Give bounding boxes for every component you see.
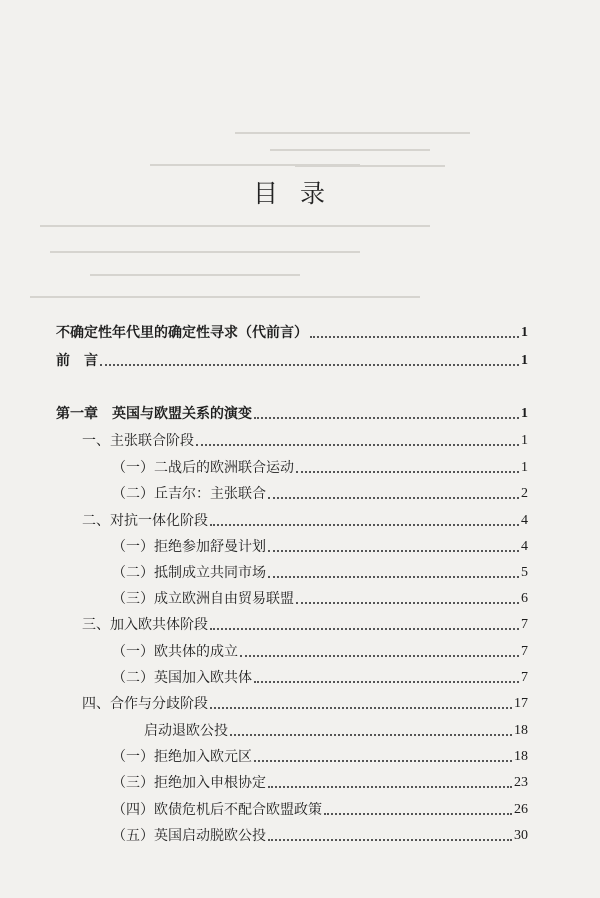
toc-page-number: 23 (514, 775, 528, 790)
toc-page-number: 1 (521, 460, 528, 475)
toc-entry-subsection[interactable] (112, 826, 528, 846)
toc-entry-section[interactable] (82, 694, 528, 714)
toc-entry-subsection[interactable] (112, 537, 528, 557)
leader-dots (210, 514, 519, 526)
toc-entry-label: （一）拒绝参加舒曼计划 (112, 539, 266, 555)
chapter-title: 英国与欧盟关系的演变 (112, 406, 252, 422)
leader-dots (210, 697, 512, 709)
chapter-number: 第一章 (56, 406, 98, 422)
toc-entry-subsection[interactable] (112, 484, 528, 504)
leader-dots (268, 540, 519, 552)
toc-entry-label: （五）英国启动脱欧公投 (112, 828, 266, 844)
toc-entry-subsection[interactable] (112, 800, 528, 820)
toc-entry-label: （二）丘吉尔：主张联合 (112, 486, 266, 502)
leader-dots (268, 487, 519, 499)
toc-page-number: 7 (521, 670, 528, 685)
leader-dots (240, 645, 519, 657)
toc-entry-label: （三）成立欧洲自由贸易联盟 (112, 591, 294, 607)
leader-dots (196, 434, 519, 446)
leader-dots (268, 566, 519, 578)
toc-page-number: 7 (521, 617, 528, 632)
page-title: 目录 (252, 179, 347, 208)
toc-entry-subsection[interactable] (112, 747, 528, 767)
toc-page-number: 26 (514, 802, 528, 817)
toc-entry-label: 一、主张联合阶段 (82, 433, 194, 449)
toc-entry-label: （二）英国加入欧共体 (112, 670, 252, 686)
leader-dots (254, 407, 519, 419)
toc-page-number: 5 (521, 565, 528, 580)
leader-dots (100, 354, 519, 366)
leader-dots (254, 671, 519, 683)
leader-dots (296, 592, 519, 604)
toc-page-number: 4 (521, 513, 528, 528)
toc-entry-label: 前 言 (56, 353, 98, 369)
toc-page-number: 17 (514, 696, 528, 711)
toc-entry-label: （一）欧共体的成立 (112, 644, 238, 660)
toc-entry-subsection[interactable] (112, 458, 528, 478)
leader-dots (268, 829, 512, 841)
toc-page-number: 1 (521, 406, 528, 421)
leader-dots (296, 461, 519, 473)
toc-page-number: 2 (521, 486, 528, 501)
toc-entry-section[interactable] (82, 615, 528, 635)
toc-entry-section[interactable] (82, 431, 528, 451)
toc-entry-subsection[interactable] (144, 721, 528, 741)
leader-dots (268, 776, 512, 788)
toc-entry-label: （三）拒绝加入申根协定 (112, 775, 266, 791)
toc-entry-label: 启动退欧公投 (144, 723, 228, 739)
leader-dots (324, 803, 512, 815)
toc-page-number: 1 (521, 353, 528, 368)
toc-entry-subsection[interactable] (112, 668, 528, 688)
toc-entry-section[interactable] (82, 511, 528, 531)
toc-page-number: 1 (521, 325, 528, 340)
toc-entry-subsection[interactable] (112, 589, 528, 609)
leader-dots (210, 618, 519, 630)
toc-entry-label: 三、加入欧共体阶段 (82, 617, 208, 633)
toc-entry-preface[interactable] (56, 351, 528, 371)
toc-page-number: 18 (514, 749, 528, 764)
toc-page-number: 18 (514, 723, 528, 738)
toc-page-number: 4 (521, 539, 528, 554)
toc-entry-label: （四）欧债危机后不配合欧盟政策 (112, 802, 322, 818)
toc-entry-label: （一）二战后的欧洲联合运动 (112, 460, 294, 476)
leader-dots (230, 724, 512, 736)
toc-entry-subsection[interactable] (112, 773, 528, 793)
toc-page-number: 1 (521, 433, 528, 448)
toc-entry-subsection[interactable] (112, 642, 528, 662)
toc-entry-label: （一）拒绝加入欧元区 (112, 749, 252, 765)
toc-entry-subsection[interactable] (112, 563, 528, 583)
toc-entry-label: 四、合作与分歧阶段 (82, 696, 208, 712)
toc-page-number: 7 (521, 644, 528, 659)
toc-entry-label: （二）抵制成立共同市场 (112, 565, 266, 581)
bleed-through-marks (0, 0, 600, 330)
toc-page-number: 6 (521, 591, 528, 606)
toc-page-number: 30 (514, 828, 528, 843)
toc-entry-label: 不确定性年代里的确定性寻求（代前言） (56, 325, 308, 341)
toc-entry-chapter-1[interactable] (56, 404, 528, 424)
toc-entry-label (56, 404, 252, 424)
toc-entry-preface-foreword[interactable] (56, 323, 528, 343)
leader-dots (310, 326, 519, 338)
toc-entry-label: 二、对抗一体化阶段 (82, 513, 208, 529)
leader-dots (254, 750, 512, 762)
